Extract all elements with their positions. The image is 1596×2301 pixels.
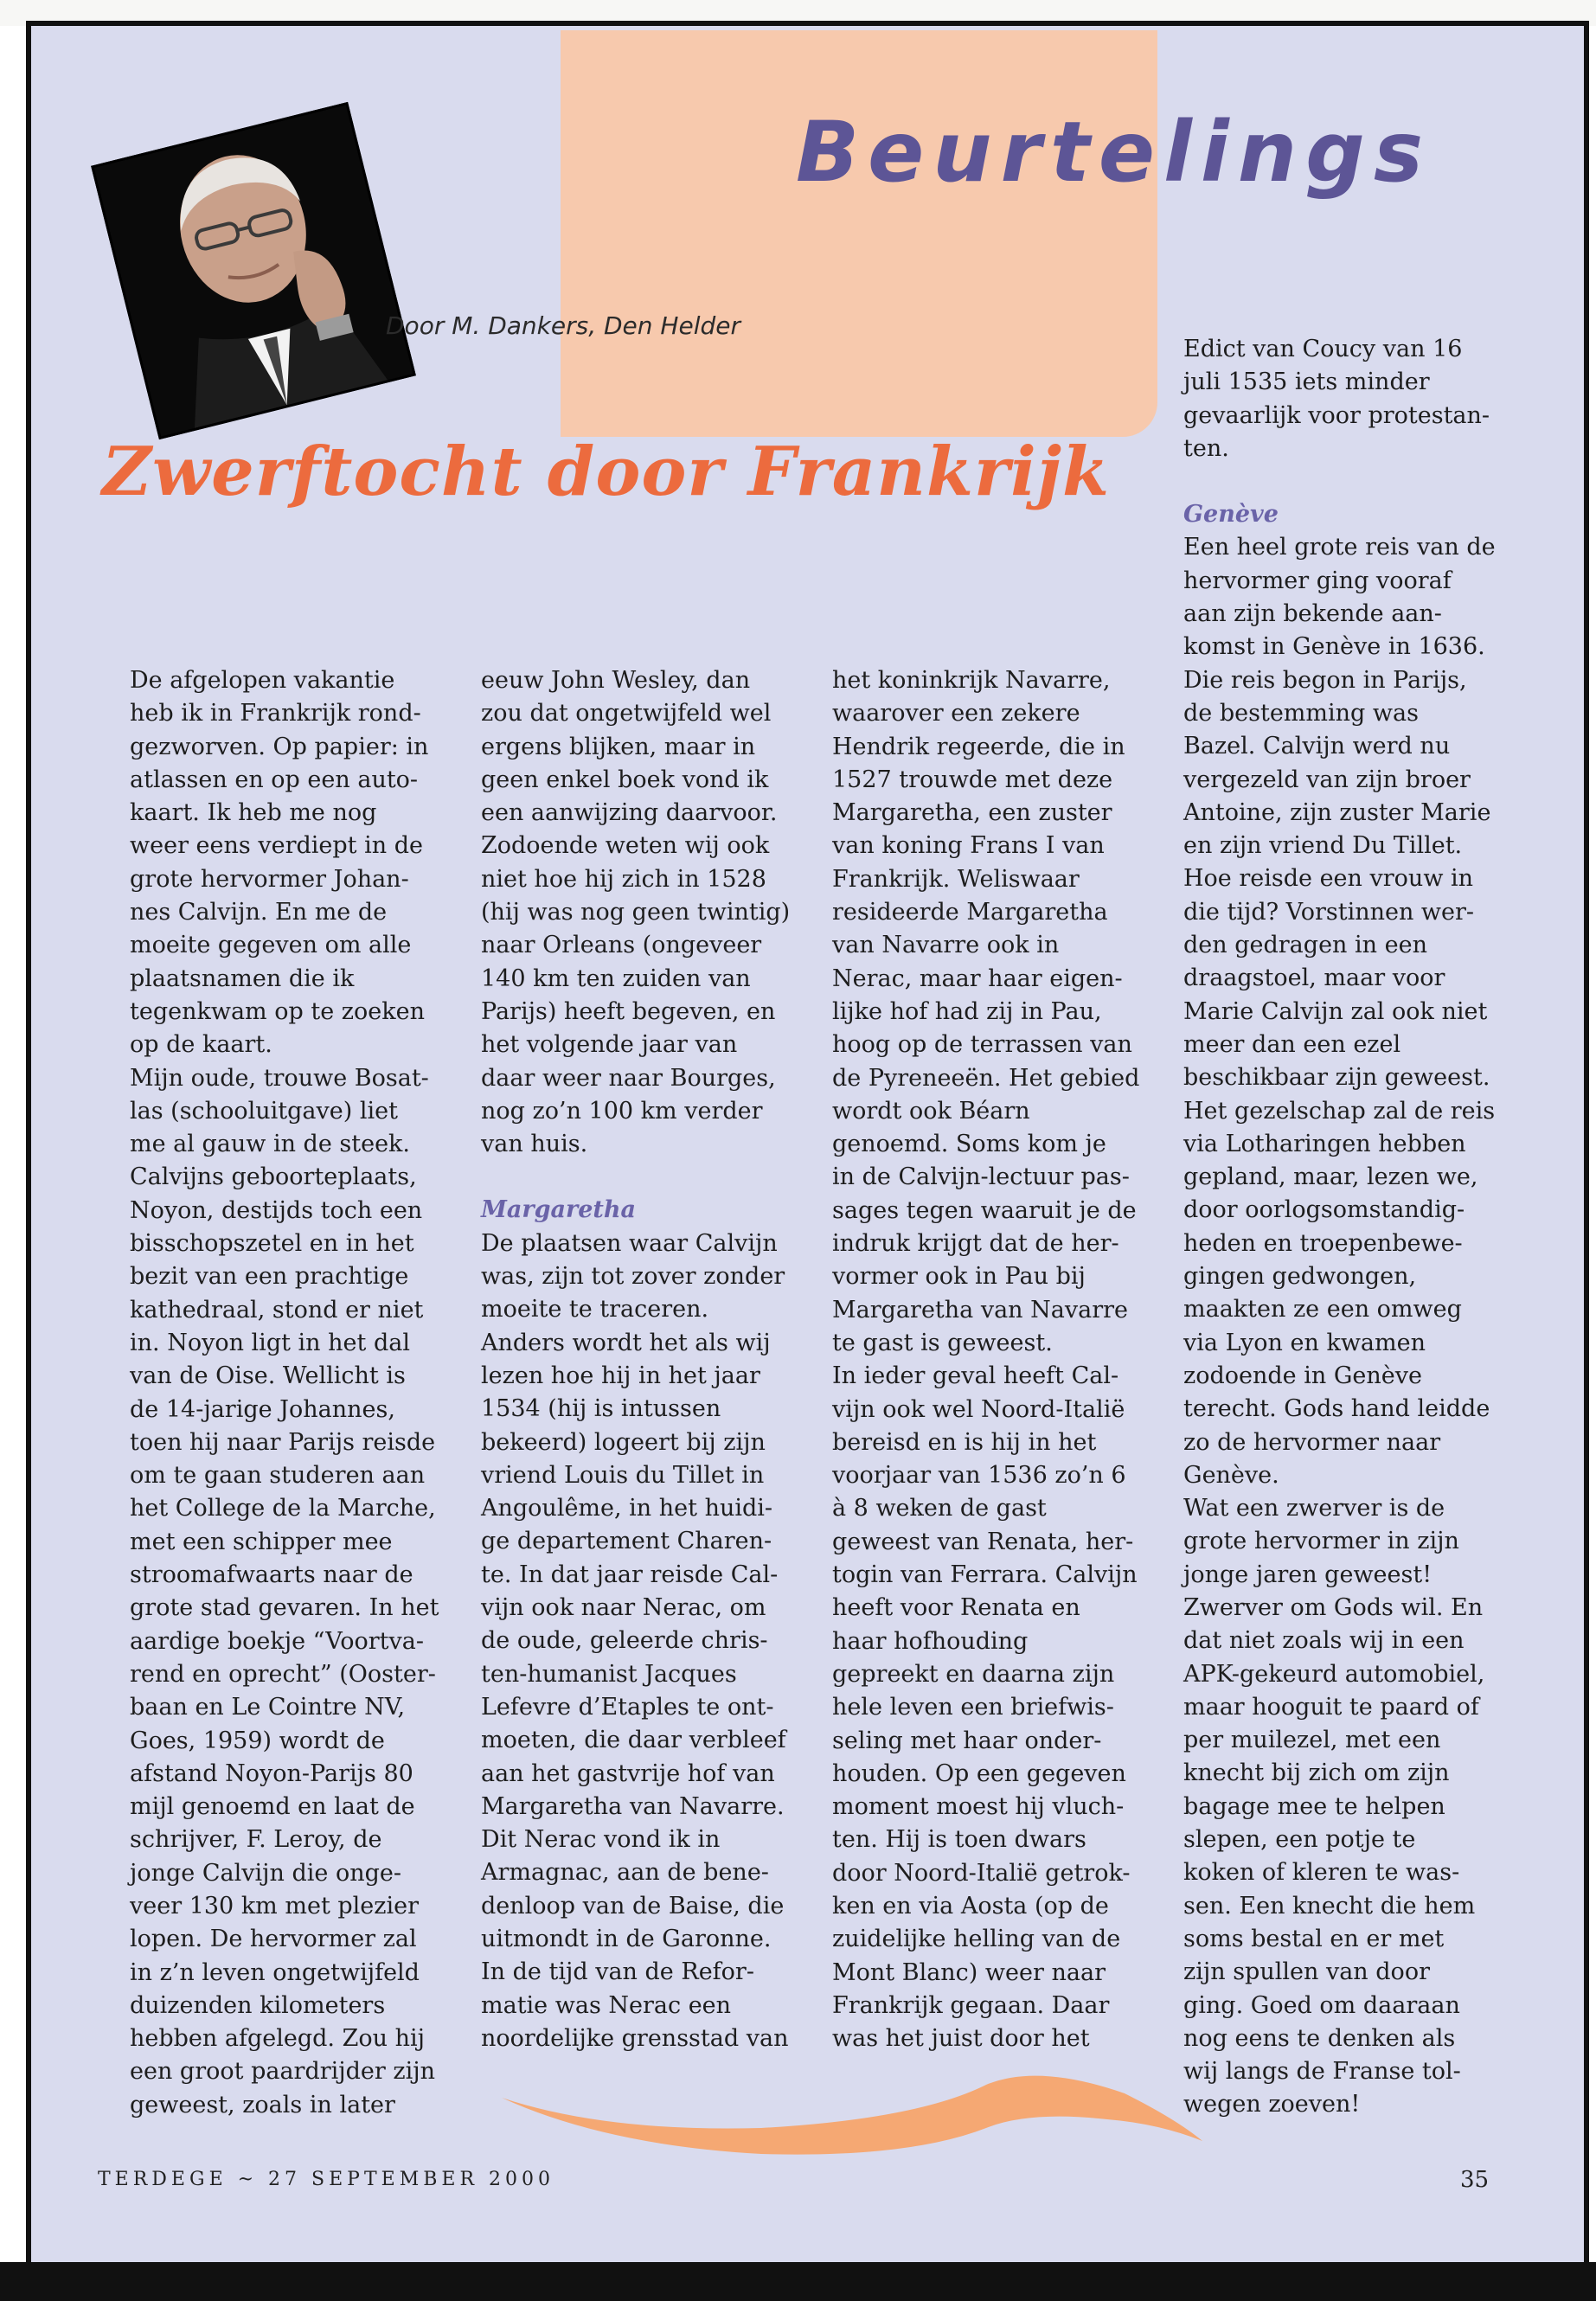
byline: Door M. Dankers, Den Helder: [386, 311, 741, 340]
decorative-swoosh: [502, 2059, 1211, 2163]
article-column-2: [481, 664, 810, 2055]
series-title: Beurtelings: [796, 104, 1432, 201]
page-number: 35: [1460, 2167, 1490, 2193]
article-column-3: [832, 664, 1161, 2055]
column-2-text-a: eeuw John Wesley, dan zou dat ongetwijfeld wel ergens blijken, maar in geen enkel boek vond ik een aanwijzing daarvoor. Zodoende weten wij ook niet hoe hij zich in 1528 (hij was nog geen twintig) naar Orleans (ongeveer 140 km ten zuiden van Parijs) heeft begeven, en het volgende jaar van daar weer naar Bourges, nog zo’n 100 km verder van huis.: [481, 667, 791, 1158]
column-4-text-b: Een heel grote reis van de hervormer ging vooraf aan zijn bekende aan- komst in Genève in 1636. Die reis begon in Parijs, de bestemming was Bazel. Calvijn werd nu vergezeld van zijn broer Antoine, zijn zuster Marie en zijn vriend Du Tillet. Hoe reisde een vrouw in die tijd? Vorstinnen wer- den gedragen in een draagstoel, maar voor Marie Calvijn zal ook niet meer dan een ezel beschikbaar zijn geweest. Het gezelschap zal de reis via Lotharingen hebben gepland, maar, lezen we, door oorlogsomstandig- heden en troepenbewe- gingen gedwongen, maakten ze een omweg via Lyon en kwamen zodoende in Genève terecht. Gods hand leidde zo de hervormer naar Genève. Wat een zwerver is de grote hervormer in zijn jonge jaren geweest! Zwerver om Gods wil. En dat niet zoals wij in een APK-gekeurd automobiel, maar hooguit te paard of per muilezel, met een knecht bij zich om zijn bagage mee te helpen slepen, een potje te koken of kleren te was- sen. Een knecht die hem soms bestal en er met zijn spullen van door ging. Goed om daaraan nog eens te denken als wij langs de Franse tol- wegen zoeven!: [1183, 534, 1496, 2118]
scan-border: [0, 0, 1596, 26]
scan-bottom-band: [0, 2262, 1596, 2301]
paragraph-gap: [481, 1161, 810, 1194]
article-column-1: [130, 664, 458, 2122]
subheading-margaretha: Margaretha: [481, 1196, 636, 1224]
column-3-text: het koninkrijk Navarre, waarover een zekere Hendrik regeerde, die in 1527 trouwde met deze Margaretha, een zuster van koning Frans I van Frankrijk. Weliswaar resideerde Margaretha van Navarre ook in Nerac, maar haar eigen- lijke hof had zij in Pau, hoog op de terrassen van de Pyreneeën. Het gebied wordt ook Béarn genoemd. Soms kom je in de Calvijn-lectuur pas- sages tegen waaruit je de indruk krijgt dat de her- vormer ook in Pau bij Margaretha van Navarre te gast is geweest. In ieder geval heeft Cal- vijn ook wel Noord-Italië bereisd en is hij in het voorjaar van 1536 zo’n 6 à 8 weken de gast geweest van Renata, her- togin van Ferrara. Calvijn heeft voor Renata en haar hofhouding gepreekt en daarna zijn hele leven een briefwis- seling met haar onder- houden. Op een gegeven moment moest hij vluch- ten. Hij is toen dwars door Noord-Italië getrok- ken en via Aosta (op de zuidelijke helling van de Mont Blanc) weer naar Frankrijk gegaan. Daar was het juist door het: [832, 667, 1140, 2053]
column-2-text-b: De plaatsen waar Calvijn was, zijn tot zover zonder moeite te traceren. Anders wordt het als wij lezen hoe hij in het jaar 1534 (hij is intussen bekeerd) logeert bij zijn vriend Louis du Tillet in Angoulême, in het huidi- ge departement Charen- te. In dat jaar reisde Cal- vijn ook naar Nerac, om de oude, geleerde chris- ten-humanist Jacques Lefevre d’Etaples te ont- moeten, die daar verbleef aan het gastvrije hof van Margaretha van Navarre. Dit Nerac vond ik in Armagnac, aan de bene- denloop van de Baise, die uitmondt in de Garonne. In de tijd van de Refor- matie was Nerac een noordelijke grensstad van: [481, 1229, 789, 2052]
article-headline: Zwerftocht door Frankrijk: [102, 433, 1111, 511]
column-4-text-a: Edict van Coucy van 16 juli 1535 iets minder gevaarlijk voor protestan- ten.: [1183, 336, 1490, 462]
paragraph-gap: [1183, 465, 1529, 498]
subheading-geneve: Genève: [1183, 501, 1279, 529]
article-column-4: [1183, 333, 1529, 2122]
footer-publication: TERDEGE ~ 27 SEPTEMBER 2000: [98, 2169, 555, 2190]
peach-background-block: [561, 30, 1157, 437]
column-1-text: De afgelopen vakantie heb ik in Frankrijk rond- gezworven. Op papier: in atlassen en op een auto- kaart. Ik heb me nog weer eens verdiept in de grote hervormer Johan- nes Calvijn. En me de moeite gegeven om alle plaatsnamen die ik tegenkwam op te zoeken op de kaart. Mijn oude, trouwe Bosat- las (schooluitgave) liet me al gauw in de steek. Calvijns geboorteplaats, Noyon, destijds toch een bisschopszetel en in het bezit van een prachtige kathedraal, stond er niet in. Noyon ligt in het dal van de Oise. Wellicht is de 14-jarige Johannes, toen hij naar Parijs reisde om te gaan studeren aan het College de la Marche, met een schipper mee stroomafwaarts naar de grote stad gevaren. In het aardige boekje “Voortva- rend en oprecht” (Ooster- baan en Le Cointre NV, Goes, 1959) wordt de afstand Noyon-Parijs 80 mijl genoemd en laat de schrijver, F. Leroy, de jonge Calvijn die onge- veer 130 km met plezier lopen. De hervormer zal in z’n leven ongetwijfeld duizenden kilometers hebben afgelegd. Zou hij een groot paardrijder zijn geweest, zoals in later: [130, 667, 439, 2118]
